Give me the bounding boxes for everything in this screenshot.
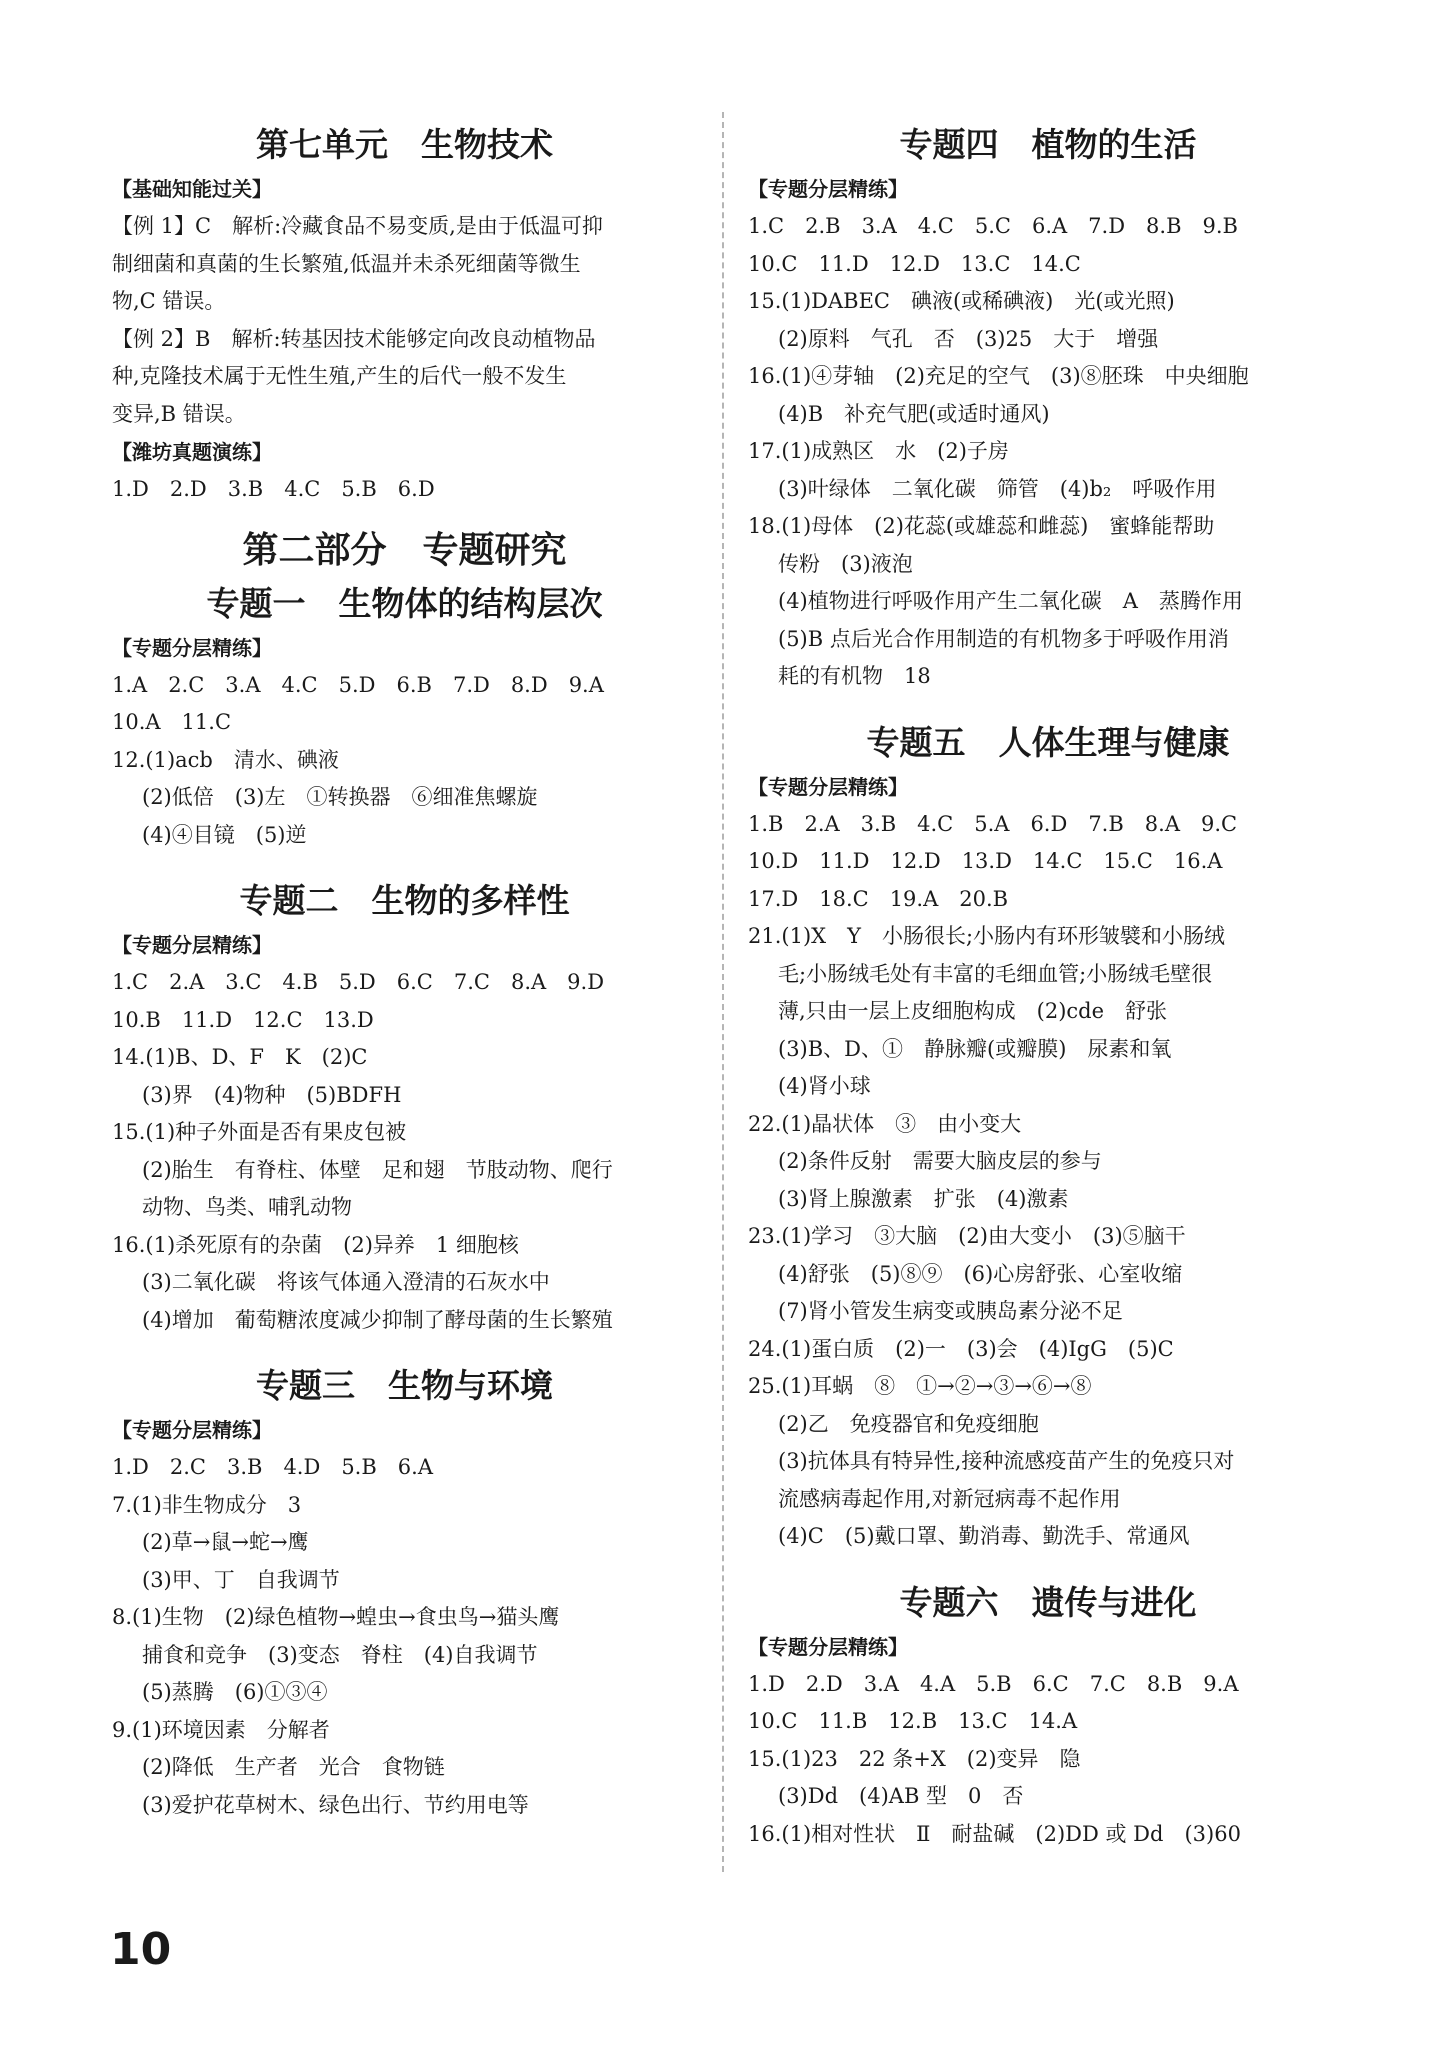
answer-line: (2)低倍 (3)左 ①转换器 ⑥细准焦螺旋 bbox=[142, 785, 538, 809]
example1-line: 制细菌和真菌的生长繁殖,低温并未杀死细菌等微生 bbox=[112, 251, 581, 276]
answer-line: (2)降低 生产者 光合 食物链 bbox=[142, 1755, 445, 1779]
answer-line: 7.(1)非生物成分 3 bbox=[112, 1492, 302, 1517]
unit7-title: 第七单元 生物技术 bbox=[256, 125, 553, 164]
answer-line: (4)C (5)戴口罩、勤消毒、勤洗手、常通风 bbox=[778, 1524, 1190, 1548]
example1-line: 物,C 错误。 bbox=[112, 289, 226, 313]
answer-line: 1.D 2.C 3.B 4.D 5.B 6.A bbox=[112, 1455, 433, 1479]
topic3-tag: 【专题分层精练】 bbox=[112, 1418, 272, 1442]
answer-line: 传粉 (3)液泡 bbox=[778, 551, 913, 576]
answer-line: (4)增加 葡萄糖浓度减少抑制了酵母菌的生长繁殖 bbox=[142, 1307, 613, 1332]
answer-line: 23.(1)学习 ③大脑 (2)由大变小 (3)⑤脑干 bbox=[748, 1224, 1186, 1248]
answer-line: 流感病毒起作用,对新冠病毒不起作用 bbox=[778, 1486, 1121, 1511]
part2-title: 第二部分 专题研究 bbox=[242, 529, 567, 571]
answer-line: (2)原料 气孔 否 (3)25 大于 增强 bbox=[778, 326, 1159, 351]
answer-line: (7)肾小管发生病变或胰岛素分泌不足 bbox=[778, 1299, 1123, 1323]
answer-line: 14.(1)B、D、F K (2)C bbox=[112, 1045, 368, 1069]
topic6-title: 专题六 遗传与进化 bbox=[899, 1582, 1197, 1622]
answer-line: (3)甲、丁 自我调节 bbox=[142, 1567, 340, 1592]
answer-line: (2)草→鼠→蛇→鹰 bbox=[142, 1530, 309, 1554]
left-column bbox=[112, 120, 697, 1824]
answer-line: 16.(1)相对性状 Ⅱ 耐盐碱 (2)DD 或 Dd (3)60 bbox=[748, 1821, 1241, 1846]
answer-line: (4)B 补充气肥(或适时通风) bbox=[778, 401, 1050, 426]
answer-line: (2)胎生 有脊柱、体壁 足和翅 节肢动物、爬行 bbox=[142, 1157, 613, 1182]
answer-line: 9.(1)环境因素 分解者 bbox=[112, 1717, 330, 1742]
answer-line: 10.C 11.B 12.B 13.C 14.A bbox=[748, 1709, 1078, 1733]
answer-line: 1.C 2.A 3.C 4.B 5.D 6.C 7.C 8.A 9.D bbox=[112, 970, 605, 994]
answer-line: (5)B 点后光合作用制造的有机物多于呼吸作用消 bbox=[778, 626, 1229, 651]
answer-line: 耗的有机物 18 bbox=[778, 664, 931, 688]
answer-line: (2)条件反射 需要大脑皮层的参与 bbox=[778, 1149, 1102, 1173]
answer-line: 18.(1)母体 (2)花蕊(或雄蕊和雌蕊) 蜜蜂能帮助 bbox=[748, 514, 1215, 538]
answer-line: 1.A 2.C 3.A 4.C 5.D 6.B 7.D 8.D 9.A bbox=[112, 672, 604, 697]
answer-line: (3)爱护花草树木、绿色出行、节约用电等 bbox=[142, 1792, 529, 1817]
topic2-tag: 【专题分层精练】 bbox=[112, 933, 272, 957]
answer-line: (3)Dd (4)AB 型 0 否 bbox=[778, 1784, 1024, 1808]
answer-line: 10.B 11.D 12.C 13.D bbox=[112, 1007, 374, 1032]
topic5-tag: 【专题分层精练】 bbox=[748, 774, 908, 799]
answer-line: (3)叶绿体 二氧化碳 筛管 (4)b₂ 呼吸作用 bbox=[778, 476, 1217, 501]
answer-line: 10.C 11.D 12.D 13.C 14.C bbox=[748, 251, 1081, 276]
example2-line: 种,克隆技术属于无性生殖,产生的后代一般不发生 bbox=[112, 364, 567, 388]
weifang-answers: 1.D 2.D 3.B 4.C 5.B 6.D bbox=[112, 477, 435, 501]
answer-line: (4)肾小球 bbox=[778, 1074, 871, 1098]
example2-line: 【例 2】B 解析:转基因技术能够定向改良动植物品 bbox=[112, 326, 596, 351]
answer-line: 21.(1)X Y 小肠很长;小肠内有环形皱襞和小肠绒 bbox=[748, 924, 1226, 948]
topic6-tag: 【专题分层精练】 bbox=[748, 1634, 908, 1659]
answer-line: 动物、鸟类、哺乳动物 bbox=[142, 1195, 352, 1219]
answer-line: 16.(1)杀死原有的杂菌 (2)异养 1 细胞核 bbox=[112, 1232, 519, 1257]
answer-line: 1.D 2.D 3.A 4.A 5.B 6.C 7.C 8.B 9.A bbox=[748, 1671, 1239, 1696]
answer-line: (3)二氧化碳 将该气体通入澄清的石灰水中 bbox=[142, 1270, 550, 1294]
answer-line: (4)舒张 (5)⑧⑨ (6)心房舒张、心室收缩 bbox=[778, 1261, 1183, 1286]
answer-line: 16.(1)④芽轴 (2)充足的空气 (3)⑧胚珠 中央细胞 bbox=[748, 364, 1249, 388]
answer-line: (2)乙 免疫器官和免疫细胞 bbox=[778, 1411, 1039, 1436]
topic4-title: 专题四 植物的生活 bbox=[899, 125, 1197, 164]
answer-line: 12.(1)acb 清水、碘液 bbox=[112, 747, 339, 772]
answer-line: 22.(1)晶状体 ③ 由小变大 bbox=[748, 1111, 1022, 1136]
answer-line: 15.(1)23 22 条+X (2)变异 隐 bbox=[748, 1746, 1081, 1771]
answer-line: 17.(1)成熟区 水 (2)子房 bbox=[748, 439, 1009, 463]
topic2-title: 专题二 生物的多样性 bbox=[239, 881, 570, 920]
answer-line: 10.A 11.C bbox=[112, 710, 232, 734]
example2-line: 变异,B 错误。 bbox=[112, 401, 246, 426]
basic-knowledge-tag: 【基础知能过关】 bbox=[112, 177, 272, 201]
answer-line: 15.(1)DABEC 碘液(或稀碘液) 光(或光照) bbox=[748, 289, 1175, 313]
topic1-title: 专题一 生物体的结构层次 bbox=[206, 583, 603, 623]
answer-line: 24.(1)蛋白质 (2)一 (3)会 (4)IgG (5)C bbox=[748, 1336, 1174, 1361]
page-number: 10 bbox=[110, 1924, 172, 1975]
answer-line: (3)抗体具有特异性,接种流感疫苗产生的免疫只对 bbox=[778, 1449, 1235, 1473]
answer-line: (4)④目镜 (5)逆 bbox=[142, 822, 307, 847]
answer-line: 毛;小肠绒毛处有丰富的毛细血管;小肠绒毛壁很 bbox=[778, 961, 1213, 986]
answer-line: (3)界 (4)物种 (5)BDFH bbox=[142, 1082, 402, 1107]
answer-line: 15.(1)种子外面是否有果皮包被 bbox=[112, 1120, 407, 1144]
answer-line: 捕食和竞争 (3)变态 脊柱 (4)自我调节 bbox=[142, 1642, 538, 1667]
answer-line: 25.(1)耳蜗 ⑧ ①→②→③→⑥→⑧ bbox=[748, 1374, 1092, 1398]
answer-line: (5)蒸腾 (6)①③④ bbox=[142, 1680, 328, 1704]
topic5-title: 专题五 人体生理与健康 bbox=[866, 722, 1230, 762]
answer-line: 1.C 2.B 3.A 4.C 5.C 6.A 7.D 8.B 9.B bbox=[748, 214, 1238, 238]
answer-line: (3)B、D、① 静脉瓣(或瓣膜) 尿素和氧 bbox=[778, 1036, 1172, 1061]
answer-line: 17.D 18.C 19.A 20.B bbox=[748, 886, 1009, 911]
right-column bbox=[748, 120, 1348, 1853]
answer-line: 薄,只由一层上皮细胞构成 (2)cde 舒张 bbox=[778, 999, 1168, 1023]
column-divider bbox=[722, 112, 724, 1872]
topic1-tag: 【专题分层精练】 bbox=[112, 635, 272, 660]
answer-line: 8.(1)生物 (2)绿色植物→蝗虫→食虫鸟→猫头鹰 bbox=[112, 1605, 560, 1629]
answer-line: 10.D 11.D 12.D 13.D 14.C 15.C 16.A bbox=[748, 849, 1223, 873]
example1-line: 【例 1】C 解析:冷藏食品不易变质,是由于低温可抑 bbox=[112, 214, 603, 238]
answer-line: (4)植物进行呼吸作用产生二氧化碳 A 蒸腾作用 bbox=[778, 589, 1243, 613]
answer-line: (3)肾上腺激素 扩张 (4)激素 bbox=[778, 1186, 1069, 1211]
answer-line: 1.B 2.A 3.B 4.C 5.A 6.D 7.B 8.A 9.C bbox=[748, 811, 1238, 836]
topic3-title: 专题三 生物与环境 bbox=[256, 1366, 553, 1405]
weifang-exam-tag: 【潍坊真题演练】 bbox=[112, 440, 272, 464]
topic4-tag: 【专题分层精练】 bbox=[748, 177, 908, 201]
